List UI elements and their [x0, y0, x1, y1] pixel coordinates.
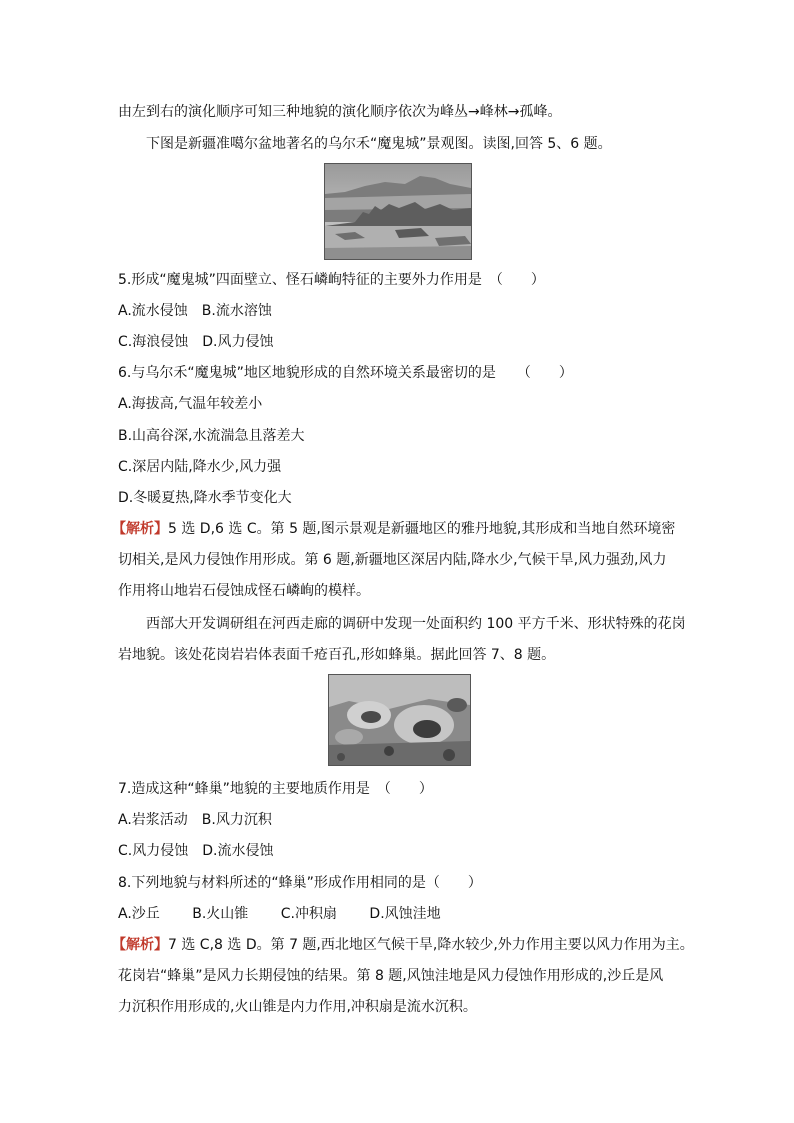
question-6-option-a: A.海拔高,气温年较差小: [118, 396, 263, 412]
intro-q7-8-line1: 西部大开发调研组在河西走廊的调研中发现一处面积约 100 平方千米、形状特殊的花岗: [146, 616, 686, 632]
answer-7-8-line1: [112, 935, 694, 955]
question-5: 5.形成“魔鬼城”四面壁立、怪石嶙峋特征的主要外力作用是 （ ）: [118, 272, 545, 288]
question-6: 6.与乌尔禾“魔鬼城”地区地貌形成的自然环境关系最密切的是 （ ）: [118, 365, 573, 381]
answer-5-6-text: 5 选 D,6 选 C。第 5 题,图示景观是新疆地区的雅丹地貌,其形成和当地自然环境密: [168, 521, 676, 537]
analysis-tag: 【解析】: [112, 521, 168, 537]
question-7-options-ab: A.岩浆活动 B.风力沉积: [118, 812, 272, 828]
question-5-options-cd: C.海浪侵蚀 D.风力侵蚀: [118, 334, 274, 350]
answer-5-6-line1: [112, 519, 675, 539]
question-5-options-ab: A.流水侵蚀 B.流水溶蚀: [118, 303, 272, 319]
answer-5-6-line3: 作用将山地岩石侵蚀成怪石嶙峋的模样。: [118, 583, 370, 599]
question-8-options: A.沙丘 B.火山锥 C.冲积扇 D.风蚀洼地: [118, 906, 441, 922]
question-7-options-cd: C.风力侵蚀 D.流水侵蚀: [118, 843, 274, 859]
answer-7-8-line2: 花岗岩“蜂巢”是风力长期侵蚀的结果。第 8 题,风蚀洼地是风力侵蚀作用形成的,沙丘是风: [118, 968, 664, 984]
answer-7-8-text: 7 选 C,8 选 D。第 7 题,西北地区气候干旱,降水较少,外力作用主要以风力作用为主。: [168, 937, 694, 953]
question-6-option-b: B.山高谷深,水流湍急且落差大: [118, 428, 305, 444]
line-evolution: 由左到右的演化顺序可知三种地貌的演化顺序依次为峰丛→峰林→孤峰。: [118, 104, 562, 120]
question-6-option-d: D.冬暖夏热,降水季节变化大: [118, 490, 292, 506]
question-8: 8.下列地貌与材料所述的“蜂巢”形成作用相同的是（ ）: [118, 875, 482, 891]
question-7: 7.造成这种“蜂巢”地貌的主要地质作用是 （ ）: [118, 781, 433, 797]
intro-q5-6: 下图是新疆准噶尔盆地著名的乌尔禾“魔鬼城”景观图。读图,回答 5、6 题。: [146, 136, 612, 152]
analysis-tag: 【解析】: [112, 937, 168, 953]
intro-q7-8-line2: 岩地貌。该处花岗岩岩体表面千疮百孔,形如蜂巢。据此回答 7、8 题。: [118, 647, 556, 663]
question-6-option-c: C.深居内陆,降水少,风力强: [118, 459, 282, 475]
answer-7-8-line3: 力沉积作用形成的,火山锥是内力作用,冲积扇是流水沉积。: [118, 999, 477, 1015]
answer-5-6-line2: 切相关,是风力侵蚀作用形成。第 6 题,新疆地区深居内陆,降水少,气候干旱,风力强劲,风力: [118, 552, 667, 568]
honeycomb-granite-image: [328, 674, 471, 766]
yardang-landscape-image: [324, 163, 472, 260]
